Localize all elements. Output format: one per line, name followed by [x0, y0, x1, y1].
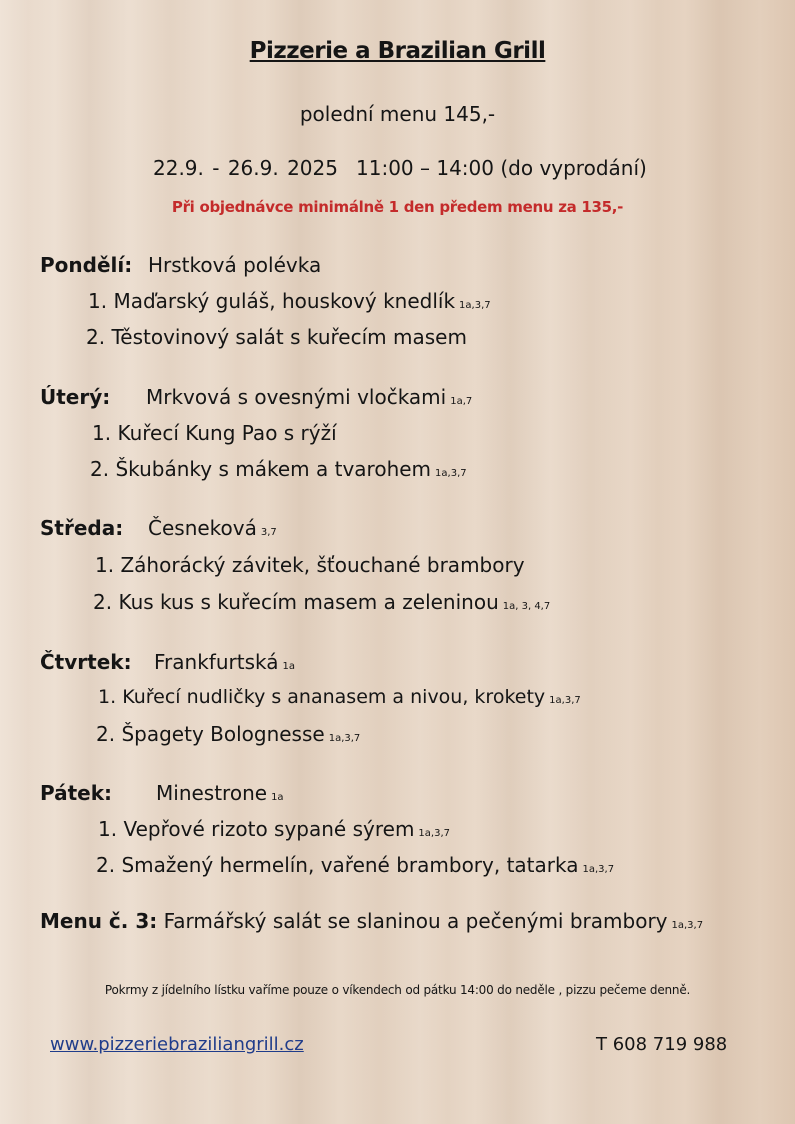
allergens: 1a, 3, 4,7 [502, 601, 551, 612]
dish-number: 1. [98, 686, 117, 708]
dish-text: Vepřové rizoto sypané sýrem [123, 817, 415, 841]
dish-text: Těstovinový salát s kuřecím masem [111, 325, 467, 349]
dish-wednesday-2 [93, 590, 550, 614]
allergens: 1a,3,7 [549, 695, 581, 706]
soup-monday [148, 253, 325, 277]
menu-3-label: Menu č. 3: [40, 909, 158, 933]
dish-text: Škubánky s mákem a tvarohem [115, 457, 432, 481]
serving-hours: 11:00 – 14:00 (do vyprodání) [356, 156, 647, 180]
menu-price-subtitle: polední menu 145,- [299, 102, 496, 126]
soup-text: Česneková [148, 516, 257, 540]
allergens: 1a,3,7 [435, 468, 467, 479]
allergens: 1a,3,7 [418, 828, 450, 839]
dish-friday-1 [98, 817, 450, 841]
dish-monday-1 [88, 289, 491, 313]
day-label-wednesday: Středa: [40, 516, 124, 540]
dish-wednesday-1 [95, 553, 525, 577]
soup-text: Frankfurtská [154, 650, 279, 674]
allergens: 1a [282, 661, 295, 672]
phone-number: T 608 719 988 [596, 1034, 728, 1055]
dish-number: 2. [90, 457, 110, 481]
soup-thursday [154, 650, 295, 674]
allergens: 1a [271, 792, 284, 803]
dish-monday-2 [86, 325, 467, 349]
dish-number: 1. [95, 553, 115, 577]
dish-text: Kuřecí Kung Pao s rýží [117, 421, 337, 445]
title-text: Pizzerie a Brazilian Grill [249, 38, 546, 64]
soup-text: Hrstková polévka [148, 253, 322, 277]
dish-number: 2. [86, 325, 106, 349]
date-range: 22.9. - 26.9. 2025 [153, 156, 338, 180]
dish-text: Smažený hermelín, vařené brambory, tatarka [121, 853, 579, 877]
allergens: 1a,3,7 [328, 733, 361, 744]
dish-number: 2. [96, 722, 116, 746]
allergens: 1a,3,7 [459, 300, 491, 311]
allergens: 1a,7 [450, 396, 473, 407]
allergens: 1a,3,7 [671, 920, 704, 931]
day-label-friday: Pátek: [40, 781, 113, 805]
soup-wednesday [148, 516, 277, 540]
website-link[interactable]: www.pizzeriebraziliangrill.cz [50, 1034, 304, 1055]
day-label-monday: Pondělí: [40, 253, 133, 277]
dish-text: Špagety Bolognesse [121, 722, 325, 746]
day-label-tuesday: Úterý: [40, 385, 111, 409]
dish-tuesday-1 [92, 421, 337, 445]
dish-number: 1. [98, 817, 118, 841]
soup-friday [156, 781, 284, 805]
dish-text: Kus kus s kuřecím masem a zeleninou [118, 590, 499, 614]
dish-text: Maďarský guláš, houskový knedlík [113, 289, 456, 313]
weekend-note: Pokrmy z jídelního lístku vaříme pouze o víkendech od pátku 14:00 do neděle , pizzu pečeme denně. [104, 983, 691, 997]
dish-thursday-1 [98, 686, 581, 708]
dish-text: Kuřecí nudličky s ananasem a nivou, krokety [122, 686, 546, 708]
soup-text: Minestrone [156, 781, 268, 805]
dish-thursday-2 [96, 722, 360, 746]
allergens: 3,7 [260, 527, 277, 538]
menu-3 [40, 909, 703, 933]
dish-text: Záhorácký závitek, šťouchané brambory [120, 553, 525, 577]
allergens: 1a,3,7 [582, 864, 615, 875]
dish-number: 1. [88, 289, 108, 313]
day-label-thursday: Čtvrtek: [40, 650, 132, 674]
dish-number: 2. [93, 590, 113, 614]
promo-note: Při objednávce minimálně 1 den předem menu za 135,- [171, 198, 624, 216]
page-title [0, 38, 795, 64]
dish-tuesday-2 [90, 457, 467, 481]
soup-tuesday [146, 385, 472, 409]
dish-number: 2. [96, 853, 116, 877]
menu-3-text: Farmářský salát se slaninou a pečenými brambory [163, 909, 668, 933]
soup-text: Mrkvová s ovesnými vločkami [146, 385, 447, 409]
dish-number: 1. [92, 421, 112, 445]
dish-friday-2 [96, 853, 614, 877]
